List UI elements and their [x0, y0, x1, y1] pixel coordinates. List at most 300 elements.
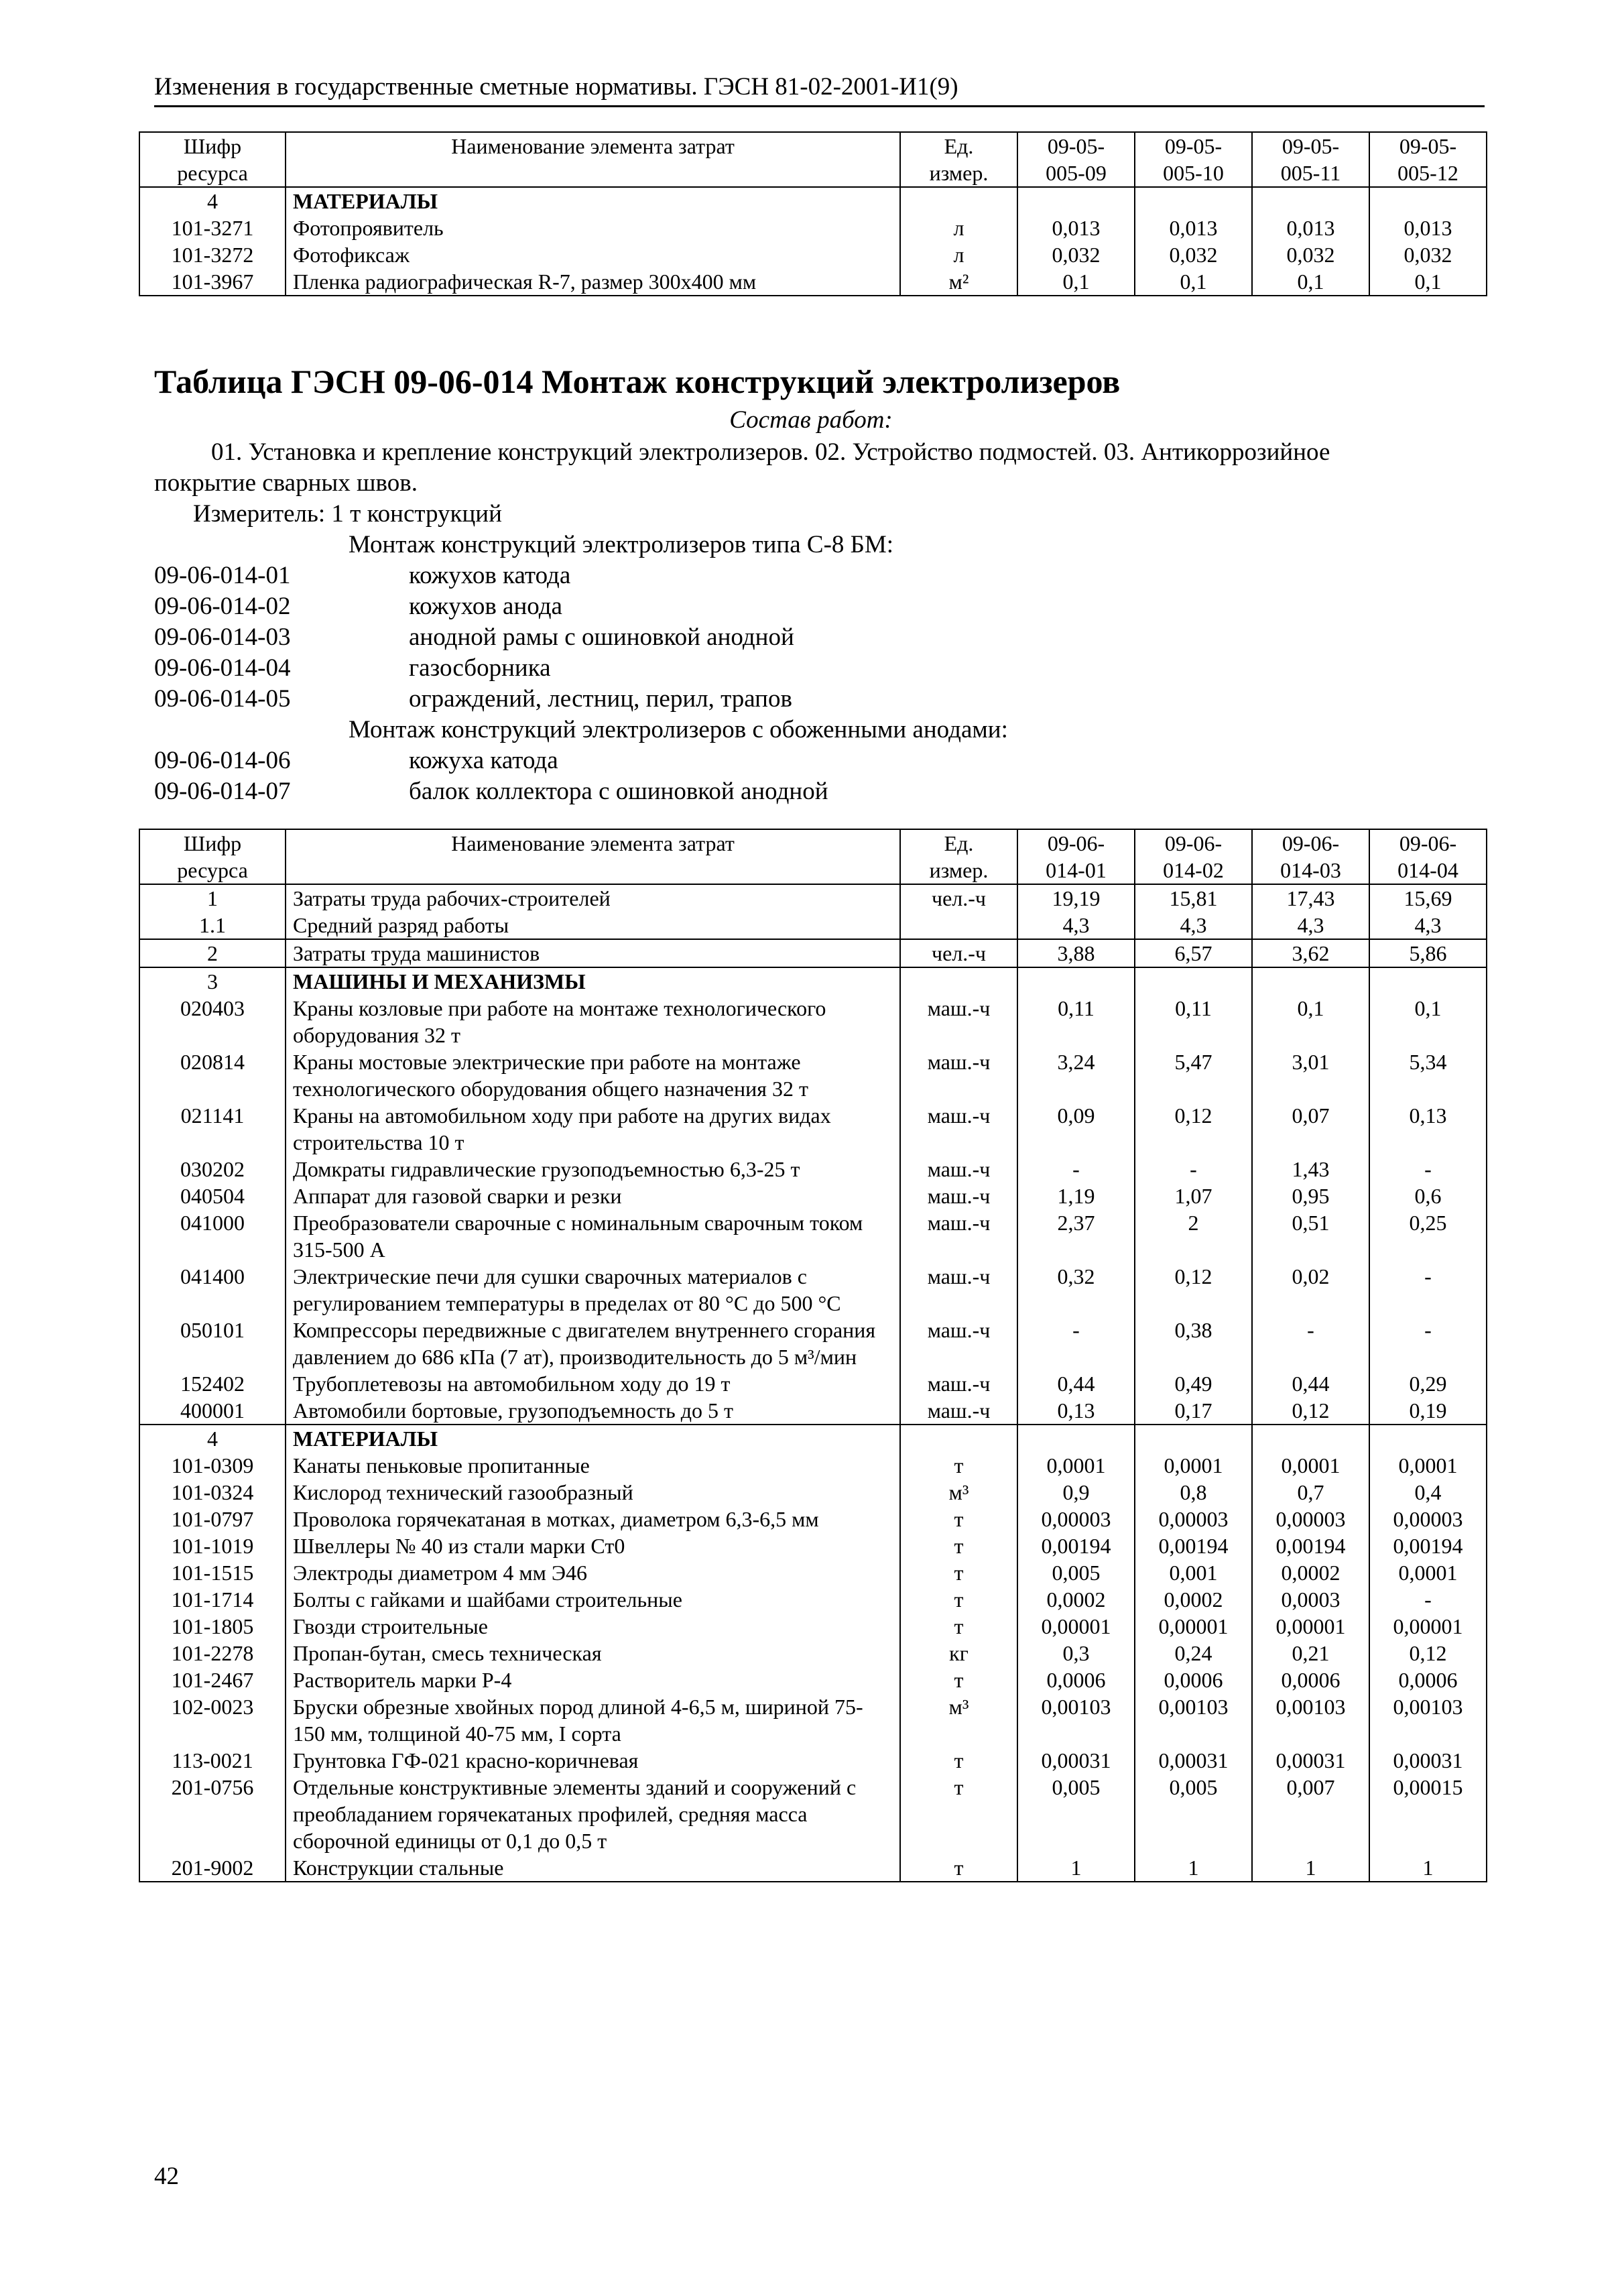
- table-row: [139, 1397, 1487, 1425]
- norm-name: кожуха катода: [409, 747, 558, 774]
- norm-value: -: [1369, 1317, 1487, 1370]
- header-norm-line1: 09-06-: [1399, 831, 1457, 855]
- norm-value: 0,51: [1252, 1209, 1369, 1263]
- norm-value: 15,81: [1135, 884, 1252, 912]
- unit-cell: т: [900, 1747, 1017, 1774]
- norm-value: 0,11: [1017, 995, 1135, 1048]
- unit-cell: чел.-ч: [900, 884, 1017, 912]
- header-norm-line1: 09-05-: [1164, 134, 1223, 158]
- norm-value: 5,86: [1369, 939, 1487, 967]
- header-norm-line1: 09-06-: [1047, 831, 1105, 855]
- norm-value: 0,1: [1252, 995, 1369, 1048]
- header-unit-line1: Ед.: [944, 831, 974, 855]
- cost-element-name: Преобразователи сварочные с номинальным сварочным током 315-500 А: [286, 1209, 900, 1263]
- header-norm-cell: [1252, 829, 1369, 884]
- unit-cell: кг: [900, 1640, 1017, 1667]
- resource-code: 020403: [139, 995, 286, 1048]
- norm-value: 0,00194: [1369, 1532, 1487, 1559]
- resource-code: 021141: [139, 1102, 286, 1156]
- norm-value: 0,0001: [1135, 1452, 1252, 1479]
- header-code-line1: Шифр: [183, 134, 242, 158]
- table-row: [139, 1048, 1487, 1102]
- table-row: [139, 1640, 1487, 1667]
- norm-value: 0,19: [1369, 1397, 1487, 1425]
- norm-value: 0,005: [1135, 1774, 1252, 1854]
- unit-cell: маш.-ч: [900, 995, 1017, 1048]
- norm-value: 1,43: [1252, 1156, 1369, 1183]
- table-title: Таблица ГЭСН 09-06-014 Монтаж конструкций электролизеров: [154, 363, 1121, 400]
- norm-value: 0,12: [1252, 1397, 1369, 1425]
- empty-cell: [1017, 187, 1135, 215]
- unit-cell: т: [900, 1559, 1017, 1586]
- resource-code: 101-1019: [139, 1532, 286, 1559]
- unit-cell: т: [900, 1667, 1017, 1693]
- unit-cell: маш.-ч: [900, 1370, 1017, 1397]
- norm-name: анодной рамы с ошиновкой анодной: [409, 623, 794, 651]
- unit-cell: м³: [900, 1479, 1017, 1506]
- table-row: [139, 1263, 1487, 1317]
- unit-cell: т: [900, 1613, 1017, 1640]
- header-norm-cell: [1369, 132, 1487, 187]
- resource-code: 101-3271: [139, 215, 286, 241]
- cost-element-name: Фотофиксаж: [286, 241, 900, 268]
- norm-value: 0,95: [1252, 1183, 1369, 1209]
- page-header: Изменения в государственные сметные нормативы. ГЭСН 81-02-2001-И1(9): [154, 72, 1485, 107]
- table-row: [139, 1693, 1487, 1747]
- header-norm-cell: [1135, 829, 1252, 884]
- norm-value: 3,88: [1017, 939, 1135, 967]
- norm-value: 0,8: [1135, 1479, 1252, 1506]
- norm-value: 0,00194: [1135, 1532, 1252, 1559]
- norm-value: 0,00015: [1369, 1774, 1487, 1854]
- norm-value: 0,44: [1017, 1370, 1135, 1397]
- table-row: [139, 1452, 1487, 1479]
- norm-value: 0,12: [1135, 1102, 1252, 1156]
- resource-code: 101-1805: [139, 1613, 286, 1640]
- header-norm-line2: 014-02: [1163, 858, 1224, 882]
- resource-code: 2: [139, 939, 286, 967]
- norm-name: кожухов анода: [409, 593, 562, 620]
- norm-value: 0,02: [1252, 1263, 1369, 1317]
- cost-element-name: Компрессоры передвижные с двигателем внутреннего сгорания давлением до 686 кПа (7 ат), производительность до 5 м³/мин: [286, 1317, 900, 1370]
- empty-cell: [1252, 187, 1369, 215]
- header-name-cell: Наименование элемента затрат: [286, 132, 900, 187]
- norm-value: 0,29: [1369, 1370, 1487, 1397]
- resource-code: 020814: [139, 1048, 286, 1102]
- table-row: [139, 1209, 1487, 1263]
- empty-cell: [1017, 1425, 1135, 1452]
- unit-cell: т: [900, 1506, 1017, 1532]
- cost-element-name: Автомобили бортовые, грузоподъемность до 5 т: [286, 1397, 900, 1425]
- cost-element-name: Бруски обрезные хвойных пород длиной 4-6,5 м, шириной 75-150 мм, толщиной 40-75 мм, I сорта: [286, 1693, 900, 1747]
- header-norm-line2: 014-01: [1046, 858, 1107, 882]
- unit-cell: маш.-ч: [900, 1263, 1017, 1317]
- resource-code: 400001: [139, 1397, 286, 1425]
- norm-value: 0,00103: [1017, 1693, 1135, 1747]
- header-norm-cell: [1017, 829, 1135, 884]
- norm-code: 09-06-014-04: [154, 654, 291, 682]
- resource-code: 101-0324: [139, 1479, 286, 1506]
- norm-code: 09-06-014-06: [154, 747, 291, 774]
- norm-value: 2,37: [1017, 1209, 1135, 1263]
- norm-value: 0,00031: [1252, 1747, 1369, 1774]
- cost-element-name: Трубоплетевозы на автомобильном ходу до 19 т: [286, 1370, 900, 1397]
- norm-value: 4,3: [1252, 912, 1369, 939]
- norm-value: 0,9: [1017, 1479, 1135, 1506]
- table-header-row: [139, 132, 1487, 187]
- resource-code: 102-0023: [139, 1693, 286, 1747]
- norm-value: 3,62: [1252, 939, 1369, 967]
- norm-value: 0,1: [1252, 268, 1369, 296]
- table-row: [139, 215, 1487, 241]
- header-code-line2: ресурса: [177, 161, 248, 185]
- resource-code: 201-9002: [139, 1854, 286, 1882]
- norm-value: 3,01: [1252, 1048, 1369, 1102]
- cost-element-name: Пленка радиографическая R-7, размер 300x400 мм: [286, 268, 900, 296]
- header-norm-cell: [1252, 132, 1369, 187]
- resource-code: 040504: [139, 1183, 286, 1209]
- header-norm-line1: 09-05-: [1282, 134, 1340, 158]
- cost-element-name: Электроды диаметром 4 мм Э46: [286, 1559, 900, 1586]
- empty-cell: [1369, 187, 1487, 215]
- unit-cell: маш.-ч: [900, 1048, 1017, 1102]
- norm-value: 15,69: [1369, 884, 1487, 912]
- norm-value: 0,0006: [1252, 1667, 1369, 1693]
- unit-cell: маш.-ч: [900, 1156, 1017, 1183]
- cost-element-name: Гвозди строительные: [286, 1613, 900, 1640]
- norm-value: 0,13: [1369, 1102, 1487, 1156]
- table-row: [139, 241, 1487, 268]
- norm-value: 0,7: [1252, 1479, 1369, 1506]
- unit-cell: чел.-ч: [900, 939, 1017, 967]
- norm-value: 0,013: [1135, 215, 1252, 241]
- cost-element-name: Швеллеры № 40 из стали марки Ст0: [286, 1532, 900, 1559]
- resource-code: 041000: [139, 1209, 286, 1263]
- norm-value: 5,34: [1369, 1048, 1487, 1102]
- table-row: [139, 1559, 1487, 1586]
- table-row: [139, 1586, 1487, 1613]
- resource-code: 030202: [139, 1156, 286, 1183]
- resource-code: 041400: [139, 1263, 286, 1317]
- empty-cell: [1369, 1425, 1487, 1452]
- table-row: [139, 939, 1487, 967]
- unit-cell: маш.-ч: [900, 1102, 1017, 1156]
- resource-code: 101-0309: [139, 1452, 286, 1479]
- header-norm-line2: 005-10: [1163, 161, 1224, 185]
- norm-value: 1: [1252, 1854, 1369, 1882]
- table-row: [139, 1370, 1487, 1397]
- header-code-line2: ресурса: [177, 858, 248, 882]
- header-unit-line2: измер.: [929, 858, 989, 882]
- norm-value: 0,00103: [1369, 1693, 1487, 1747]
- norm-value: 0,013: [1252, 215, 1369, 241]
- norm-code: 09-06-014-03: [154, 623, 291, 651]
- norm-value: 17,43: [1252, 884, 1369, 912]
- unit-cell: [900, 912, 1017, 939]
- cost-element-name: Проволока горячекатаная в мотках, диаметром 6,3-6,5 мм: [286, 1506, 900, 1532]
- cost-element-name: Краны мостовые электрические при работе на монтаже технологического оборудования общего назначения 32 т: [286, 1048, 900, 1102]
- norm-value: 1: [1369, 1854, 1487, 1882]
- norm-value: 0,00194: [1017, 1532, 1135, 1559]
- header-norm-line2: 014-04: [1397, 858, 1458, 882]
- cost-element-name: Аппарат для газовой сварки и резки: [286, 1183, 900, 1209]
- norm-value: 5,47: [1135, 1048, 1252, 1102]
- section-row: [139, 187, 1487, 215]
- table-row: [139, 995, 1487, 1048]
- norm-value: 0,24: [1135, 1640, 1252, 1667]
- unit-cell: т: [900, 1532, 1017, 1559]
- cost-element-name: Канаты пеньковые пропитанные: [286, 1452, 900, 1479]
- cost-element-name: Затраты труда машинистов: [286, 939, 900, 967]
- table-row: [139, 1183, 1487, 1209]
- section-row: [139, 967, 1487, 995]
- cost-element-name: Затраты труда рабочих-строителей: [286, 884, 900, 912]
- empty-cell: [1017, 967, 1135, 995]
- norm-value: 0,00001: [1252, 1613, 1369, 1640]
- norm-value: 0,032: [1135, 241, 1252, 268]
- unit-cell: маш.-ч: [900, 1209, 1017, 1263]
- norm-value: 0,00003: [1017, 1506, 1135, 1532]
- norm-value: 0,013: [1017, 215, 1135, 241]
- composition-text-line1: 01. Установка и крепление конструкций электролизеров. 02. Устройство подмостей. 03. Антикоррозийное: [211, 438, 1330, 466]
- norm-value: 0,00031: [1135, 1747, 1252, 1774]
- norm-value: 0,6: [1369, 1183, 1487, 1209]
- norm-value: 0,1: [1135, 268, 1252, 296]
- norm-value: 0,0001: [1369, 1559, 1487, 1586]
- table-row: [139, 1774, 1487, 1854]
- resource-code: 101-0797: [139, 1506, 286, 1532]
- norm-value: 0,00001: [1017, 1613, 1135, 1640]
- norm-value: 0,13: [1017, 1397, 1135, 1425]
- empty-cell: [1369, 967, 1487, 995]
- table-row: [139, 1102, 1487, 1156]
- norm-value: 0,4: [1369, 1479, 1487, 1506]
- table-row: [139, 1317, 1487, 1370]
- table-row: [139, 1532, 1487, 1559]
- norm-value: 1: [1017, 1854, 1135, 1882]
- norm-value: 0,0006: [1369, 1667, 1487, 1693]
- norm-value: 1,19: [1017, 1183, 1135, 1209]
- norm-value: 0,0002: [1252, 1559, 1369, 1586]
- resource-code: 113-0021: [139, 1747, 286, 1774]
- resource-code: 1: [139, 884, 286, 912]
- section-row: [139, 1425, 1487, 1452]
- norm-value: 0,00003: [1135, 1506, 1252, 1532]
- table-header-row: [139, 829, 1487, 884]
- cost-element-name: Краны на автомобильном ходу при работе на других видах строительства 10 т: [286, 1102, 900, 1156]
- section-number: 4: [139, 1425, 286, 1452]
- header-norm-line2: 005-11: [1280, 161, 1341, 185]
- section-number: 4: [139, 187, 286, 215]
- cost-element-name: Электрические печи для сушки сварочных материалов с регулированием температуры в пределах от 80 °С до 500 °С: [286, 1263, 900, 1317]
- norm-value: 0,005: [1017, 1774, 1135, 1854]
- empty-cell: [900, 187, 1017, 215]
- resource-code: 101-2467: [139, 1667, 286, 1693]
- composition-text-line2: покрытие сварных швов.: [154, 469, 418, 497]
- group-heading-2: Монтаж конструкций электролизеров с обоженными анодами:: [349, 716, 1008, 743]
- cost-element-name: Пропан-бутан, смесь техническая: [286, 1640, 900, 1667]
- empty-cell: [900, 967, 1017, 995]
- header-unit-line1: Ед.: [944, 134, 974, 158]
- norm-value: 0,00001: [1369, 1613, 1487, 1640]
- empty-cell: [900, 1425, 1017, 1452]
- cost-element-name: Грунтовка ГФ-021 красно-коричневая: [286, 1747, 900, 1774]
- resource-code: 101-3967: [139, 268, 286, 296]
- norm-value: 4,3: [1017, 912, 1135, 939]
- header-norm-line2: 005-09: [1046, 161, 1107, 185]
- section-title: МАШИНЫ И МЕХАНИЗМЫ: [286, 967, 900, 995]
- header-norm-cell: [1017, 132, 1135, 187]
- norm-code: 09-06-014-05: [154, 685, 291, 713]
- resource-code: 101-3272: [139, 241, 286, 268]
- norm-value: 0,0002: [1135, 1586, 1252, 1613]
- cost-element-name: Отдельные конструктивные элементы зданий и сооружений с преобладанием горячекатаных профилей, средняя масса сборочной единицы от 0,1 до 0,5 т: [286, 1774, 900, 1854]
- header-norm-line2: 014-03: [1280, 858, 1341, 882]
- empty-cell: [1135, 187, 1252, 215]
- table-row: [139, 1613, 1487, 1640]
- norm-code: 09-06-014-01: [154, 562, 291, 589]
- norm-value: 0,0002: [1017, 1586, 1135, 1613]
- norm-value: 0,00003: [1369, 1506, 1487, 1532]
- page-number: 42: [154, 2163, 179, 2190]
- norm-value: 0,00103: [1135, 1693, 1252, 1747]
- table-row: [139, 1506, 1487, 1532]
- header-norm-line1: 09-06-: [1164, 831, 1223, 855]
- cost-element-name: Кислород технический газообразный: [286, 1479, 900, 1506]
- norm-code: 09-06-014-02: [154, 593, 291, 620]
- norm-value: 0,013: [1369, 215, 1487, 241]
- norm-value: 0,17: [1135, 1397, 1252, 1425]
- empty-cell: [1252, 1425, 1369, 1452]
- norm-value: 0,32: [1017, 1263, 1135, 1317]
- norm-value: 0,25: [1369, 1209, 1487, 1263]
- header-norm-line1: 09-06-: [1282, 831, 1340, 855]
- norm-name: кожухов катода: [409, 562, 571, 589]
- norm-value: 0,00103: [1252, 1693, 1369, 1747]
- table-row: [139, 912, 1487, 939]
- table-row: [139, 1479, 1487, 1506]
- resource-code: 050101: [139, 1317, 286, 1370]
- norm-value: -: [1369, 1586, 1487, 1613]
- norm-value: 0,00031: [1369, 1747, 1487, 1774]
- norm-value: 0,1: [1017, 268, 1135, 296]
- resource-code: 101-1714: [139, 1586, 286, 1613]
- header-norm-line2: 005-12: [1397, 161, 1458, 185]
- cost-element-name: Конструкции стальные: [286, 1854, 900, 1882]
- unit-cell: маш.-ч: [900, 1317, 1017, 1370]
- header-code-cell: [139, 829, 286, 884]
- measure-unit: Измеритель: 1 т конструкций: [193, 500, 502, 528]
- section-title: МАТЕРИАЛЫ: [286, 1425, 900, 1452]
- group-heading-1: Монтаж конструкций электролизеров типа С-8 БМ:: [349, 531, 894, 558]
- unit-cell: маш.-ч: [900, 1183, 1017, 1209]
- resource-code: 1.1: [139, 912, 286, 939]
- norm-code: 09-06-014-07: [154, 778, 291, 805]
- header-code-cell: [139, 132, 286, 187]
- resource-code: 152402: [139, 1370, 286, 1397]
- empty-cell: [1135, 967, 1252, 995]
- section-title: МАТЕРИАЛЫ: [286, 187, 900, 215]
- norm-value: 0,07: [1252, 1102, 1369, 1156]
- norm-value: 0,3: [1017, 1640, 1135, 1667]
- norm-value: 0,007: [1252, 1774, 1369, 1854]
- norm-value: 0,00003: [1252, 1506, 1369, 1532]
- unit-cell: т: [900, 1452, 1017, 1479]
- norm-value: 0,0001: [1017, 1452, 1135, 1479]
- composition-label: Состав работ:: [729, 406, 893, 434]
- header-unit-cell: [900, 132, 1017, 187]
- norm-name: газосборника: [409, 654, 551, 682]
- norm-value: 0,49: [1135, 1370, 1252, 1397]
- section-number: 3: [139, 967, 286, 995]
- norm-value: 0,0001: [1252, 1452, 1369, 1479]
- table-row: [139, 1854, 1487, 1882]
- unit-cell: т: [900, 1774, 1017, 1854]
- norm-value: 0,09: [1017, 1102, 1135, 1156]
- norm-value: 0,00001: [1135, 1613, 1252, 1640]
- norm-value: -: [1252, 1317, 1369, 1370]
- norm-value: 0,12: [1135, 1263, 1252, 1317]
- header-code-line1: Шифр: [183, 831, 242, 855]
- norm-value: 0,032: [1017, 241, 1135, 268]
- empty-cell: [1252, 967, 1369, 995]
- norm-value: 0,032: [1369, 241, 1487, 268]
- norm-value: 1,07: [1135, 1183, 1252, 1209]
- header-unit-cell: [900, 829, 1017, 884]
- unit-cell: т: [900, 1854, 1017, 1882]
- norms-table-top: [139, 131, 1487, 296]
- norm-value: 0,0006: [1135, 1667, 1252, 1693]
- cost-element-name: Средний разряд работы: [286, 912, 900, 939]
- norm-value: 0,0003: [1252, 1586, 1369, 1613]
- header-norm-line1: 09-05-: [1047, 134, 1105, 158]
- header-norm-cell: [1135, 132, 1252, 187]
- unit-cell: м³: [900, 1693, 1017, 1747]
- table-row: [139, 268, 1487, 296]
- cost-element-name: Болты с гайками и шайбами строительные: [286, 1586, 900, 1613]
- resource-code: 101-1515: [139, 1559, 286, 1586]
- norm-value: 0,005: [1017, 1559, 1135, 1586]
- cost-element-name: Домкраты гидравлические грузоподъемностью 6,3-25 т: [286, 1156, 900, 1183]
- norm-value: 6,57: [1135, 939, 1252, 967]
- header-unit-line2: измер.: [929, 161, 989, 185]
- norm-value: 0,032: [1252, 241, 1369, 268]
- norms-table-main: [139, 829, 1487, 1882]
- table-row: [139, 1747, 1487, 1774]
- unit-cell: т: [900, 1586, 1017, 1613]
- cost-element-name: Растворитель марки Р-4: [286, 1667, 900, 1693]
- norm-name: ограждений, лестниц, перил, трапов: [409, 685, 792, 713]
- norm-value: 4,3: [1135, 912, 1252, 939]
- norm-value: 0,0001: [1369, 1452, 1487, 1479]
- unit-cell: л: [900, 241, 1017, 268]
- cost-element-name: Фотопроявитель: [286, 215, 900, 241]
- norm-value: 0,21: [1252, 1640, 1369, 1667]
- norm-value: 0,11: [1135, 995, 1252, 1048]
- header-name-cell: Наименование элемента затрат: [286, 829, 900, 884]
- norm-value: 0,1: [1369, 995, 1487, 1048]
- norm-value: 0,1: [1369, 268, 1487, 296]
- header-norm-cell: [1369, 829, 1487, 884]
- norm-value: -: [1135, 1156, 1252, 1183]
- unit-cell: м²: [900, 268, 1017, 296]
- empty-cell: [1135, 1425, 1252, 1452]
- norm-value: -: [1369, 1156, 1487, 1183]
- norm-value: 0,001: [1135, 1559, 1252, 1586]
- norm-value: 4,3: [1369, 912, 1487, 939]
- norm-value: 0,44: [1252, 1370, 1369, 1397]
- norm-value: -: [1369, 1263, 1487, 1317]
